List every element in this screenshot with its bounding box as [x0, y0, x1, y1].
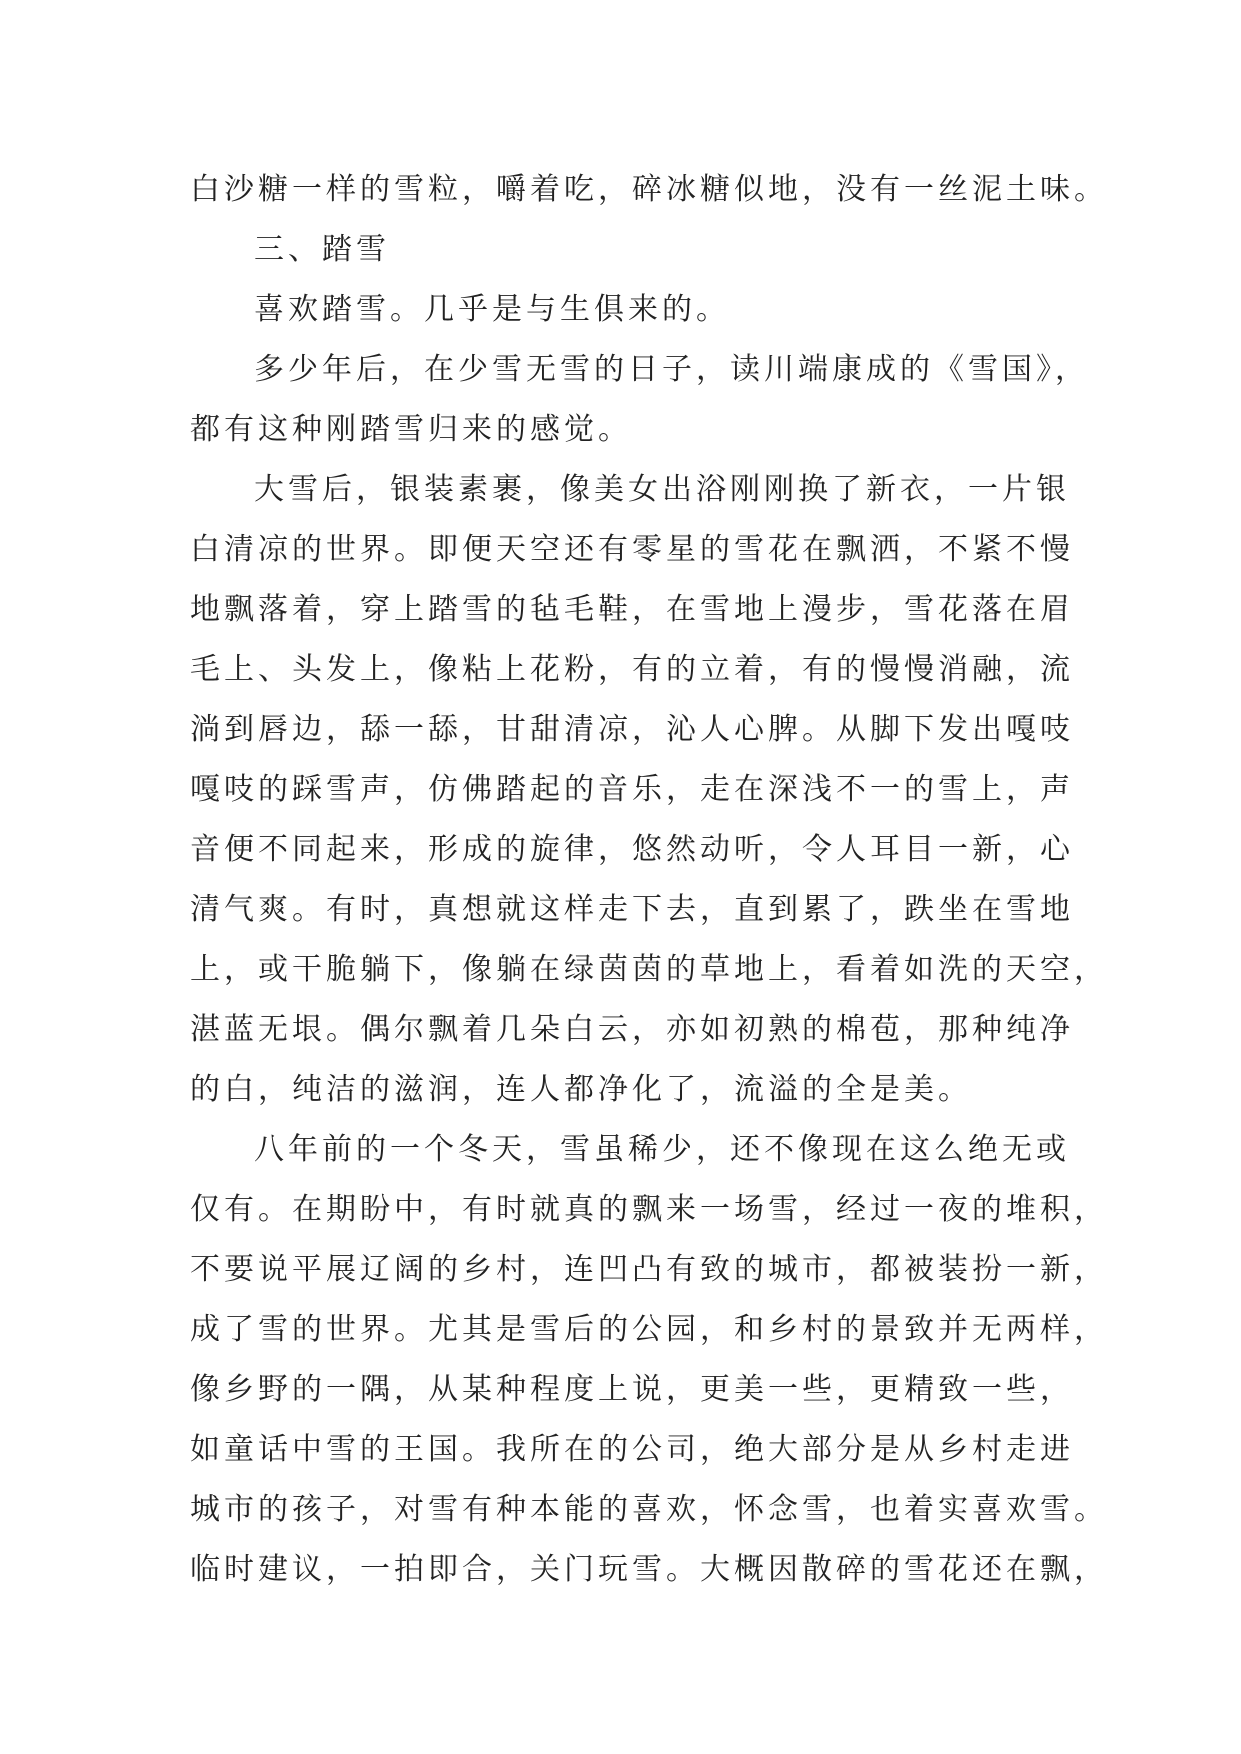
text-line: 音便不同起来，形成的旋律，悠然动听，令人耳目一新，心 — [190, 832, 1074, 867]
text-line: 地飘落着，穿上踏雪的毡毛鞋，在雪地上漫步，雪花落在眉 — [190, 592, 1074, 627]
paragraph — [190, 280, 1050, 340]
text-line: 清气爽。有时，真想就这样走下去，直到累了，跌坐在雪地 — [190, 892, 1074, 927]
text-line: 大雪后，银装素裹，像美女出浴刚刚换了新衣，一片银 — [254, 472, 1070, 507]
text-line: 淌到唇边，舔一舔，甘甜清凉，沁人心脾。从脚下发出嘎吱 — [190, 712, 1074, 747]
text-line: 像乡野的一隅，从某种程度上说，更美一些，更精致一些， — [190, 1372, 1074, 1407]
text-line: 上，或干脆躺下，像躺在绿茵茵的草地上，看着如洗的天空， — [190, 952, 1108, 987]
text-line: 都有这种刚踏雪归来的感觉。 — [190, 412, 632, 447]
text-line: 成了雪的世界。尤其是雪后的公园，和乡村的景致并无两样， — [190, 1312, 1108, 1347]
text-line: 如童话中雪的王国。我所在的公司，绝大部分是从乡村走进 — [190, 1432, 1074, 1467]
text-line: 白清凉的世界。即便天空还有零星的雪花在飘洒，不紧不慢 — [190, 532, 1074, 567]
text-line: 临时建议，一拍即合，关门玩雪。大概因散碎的雪花还在飘， — [190, 1552, 1108, 1587]
text-line: 多少年后，在少雪无雪的日子，读川端康成的《雪国》， — [254, 352, 1089, 387]
text-line: 喜欢踏雪。几乎是与生俱来的。 — [254, 292, 730, 327]
text-line: 的白，纯洁的滋润，连人都净化了，流溢的全是美。 — [190, 1072, 972, 1107]
text-line: 仅有。在期盼中，有时就真的飘来一场雪，经过一夜的堆积， — [190, 1192, 1108, 1227]
paragraph — [190, 1120, 1108, 1600]
text-line: 城市的孩子，对雪有种本能的喜欢，怀念雪，也着实喜欢雪。 — [190, 1492, 1108, 1527]
text-line: 湛蓝无垠。偶尔飘着几朵白云，亦如初熟的棉苞，那种纯净 — [190, 1012, 1074, 1047]
text-line: 毛上、头发上，像粘上花粉，有的立着，有的慢慢消融，流 — [190, 652, 1074, 687]
text-line: 嘎吱的踩雪声，仿佛踏起的音乐，走在深浅不一的雪上，声 — [190, 772, 1074, 807]
text-line: 不要说平展辽阔的乡村，连凹凸有致的城市，都被装扮一新， — [190, 1252, 1108, 1287]
paragraph — [190, 460, 1108, 1120]
text-line: 八年前的一个冬天，雪虽稀少，还不像现在这么绝无或 — [254, 1132, 1070, 1167]
section-heading: 三、踏雪 — [254, 232, 390, 267]
paragraph — [190, 340, 1089, 460]
text-line: 白沙糖一样的雪粒，嚼着吃，碎冰糖似地，没有一丝泥土味。 — [190, 172, 1108, 207]
document-page — [190, 160, 1108, 1600]
